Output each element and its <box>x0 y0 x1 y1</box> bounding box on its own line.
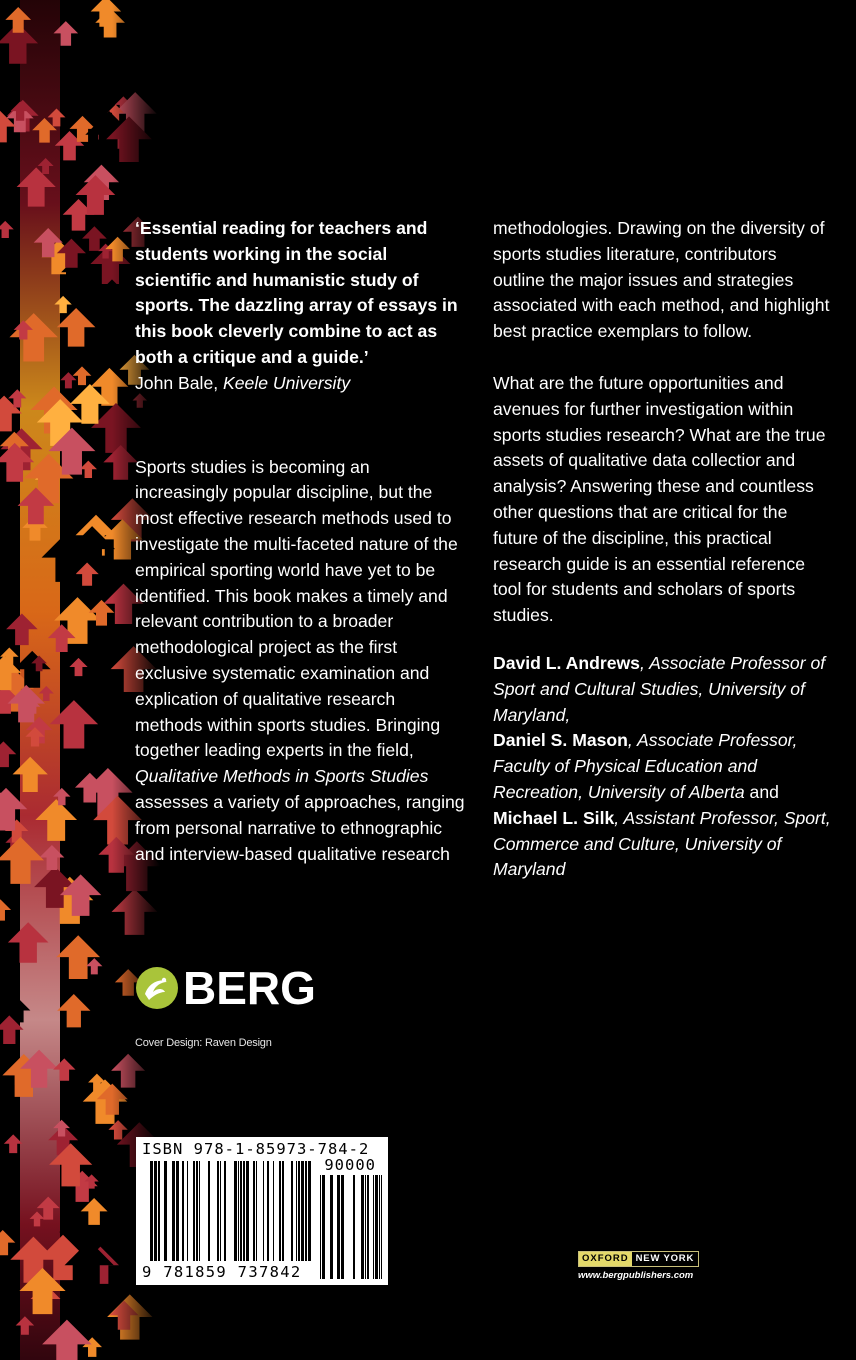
isbn-barcode <box>136 1137 388 1285</box>
editor-name-1: David L. Andrews <box>493 652 640 673</box>
editors-credits <box>493 651 833 883</box>
berg-logo-icon <box>135 966 179 1010</box>
quote-text: ‘Essential reading for teachers and students working in the social scientific and humanistic study of sports. The dazzling array of essays in this book cleverly combine to act as both a critique and a guide.’ <box>135 218 458 367</box>
description-text-a: Sports studies is becoming an increasingly popular discipline, but the most effective research methods used to investigate the multi-faceted nature of the empirical sporting world have yet to be identified. This book makes a timely and relevant contribution to a broader methodological project as the first exclusive systematic examination and explication of qualitative research methods within sports studies. Bringing together leading experts in the field, <box>135 456 458 761</box>
editor-name-2: Daniel S. Mason <box>493 730 628 751</box>
quote-affiliation: Keele University <box>223 372 351 393</box>
description-paragraph-1 <box>135 455 465 868</box>
endorsement-quote <box>135 216 465 397</box>
publisher-cities <box>578 1251 699 1267</box>
price-code: 90000 <box>324 1156 376 1174</box>
berg-logo-text: BERG <box>183 962 316 1014</box>
description-paragraph-2: What are the future opportunities and avenues for further investigation within sports studies research? What are the true assets of qualitative data collectior and analysis? Answering these and countless other questions that are critical for the future of the discipline, this practical research guide is an essential reference tool for students and scholars of sports studies. <box>493 372 826 626</box>
book-title-inline: Qualitative Methods in Sports Studies <box>135 766 429 787</box>
berg-logo <box>135 964 316 1012</box>
editor-role-3: , Assistant Professor, Sport, Commerce and Culture, University of Maryland <box>493 807 831 880</box>
editor-role-1: , Associate Professor of Sport and Cultural Studies, University of Maryland, <box>493 652 826 725</box>
publisher-info <box>578 1251 699 1281</box>
publisher-city-new-york: NEW YORK <box>632 1252 698 1266</box>
ean-number: 9 781859 737842 <box>142 1263 302 1281</box>
editor-role-2: , Associate Professor, Faculty of Physical Education and Recreation, University of Alberta <box>493 730 798 802</box>
editors-and: and <box>744 781 779 802</box>
editor-name-3: Michael L. Silk <box>493 807 615 828</box>
quote-author: John Bale, <box>135 372 224 393</box>
left-text-column <box>135 216 465 867</box>
description-text-b-preview: assesses a variety of approaches, ranging from personal narrative to ethnographic and interview-based qualitative research <box>135 791 465 864</box>
cover-design-credit: Cover Design: Raven Design <box>135 1037 272 1049</box>
description-continuation: methodologies. Drawing on the diversity of sports studies literature, contributors outline the major issues and strategies associated with each method, and highlight best practice exemplars to follow. <box>493 218 830 342</box>
publisher-url: www.bergpublishers.com <box>578 1270 694 1281</box>
publisher-city-oxford: OXFORD <box>579 1252 632 1266</box>
isbn-number: ISBN 978-1-85973-784-2 <box>142 1140 370 1158</box>
right-text-column <box>493 216 833 883</box>
